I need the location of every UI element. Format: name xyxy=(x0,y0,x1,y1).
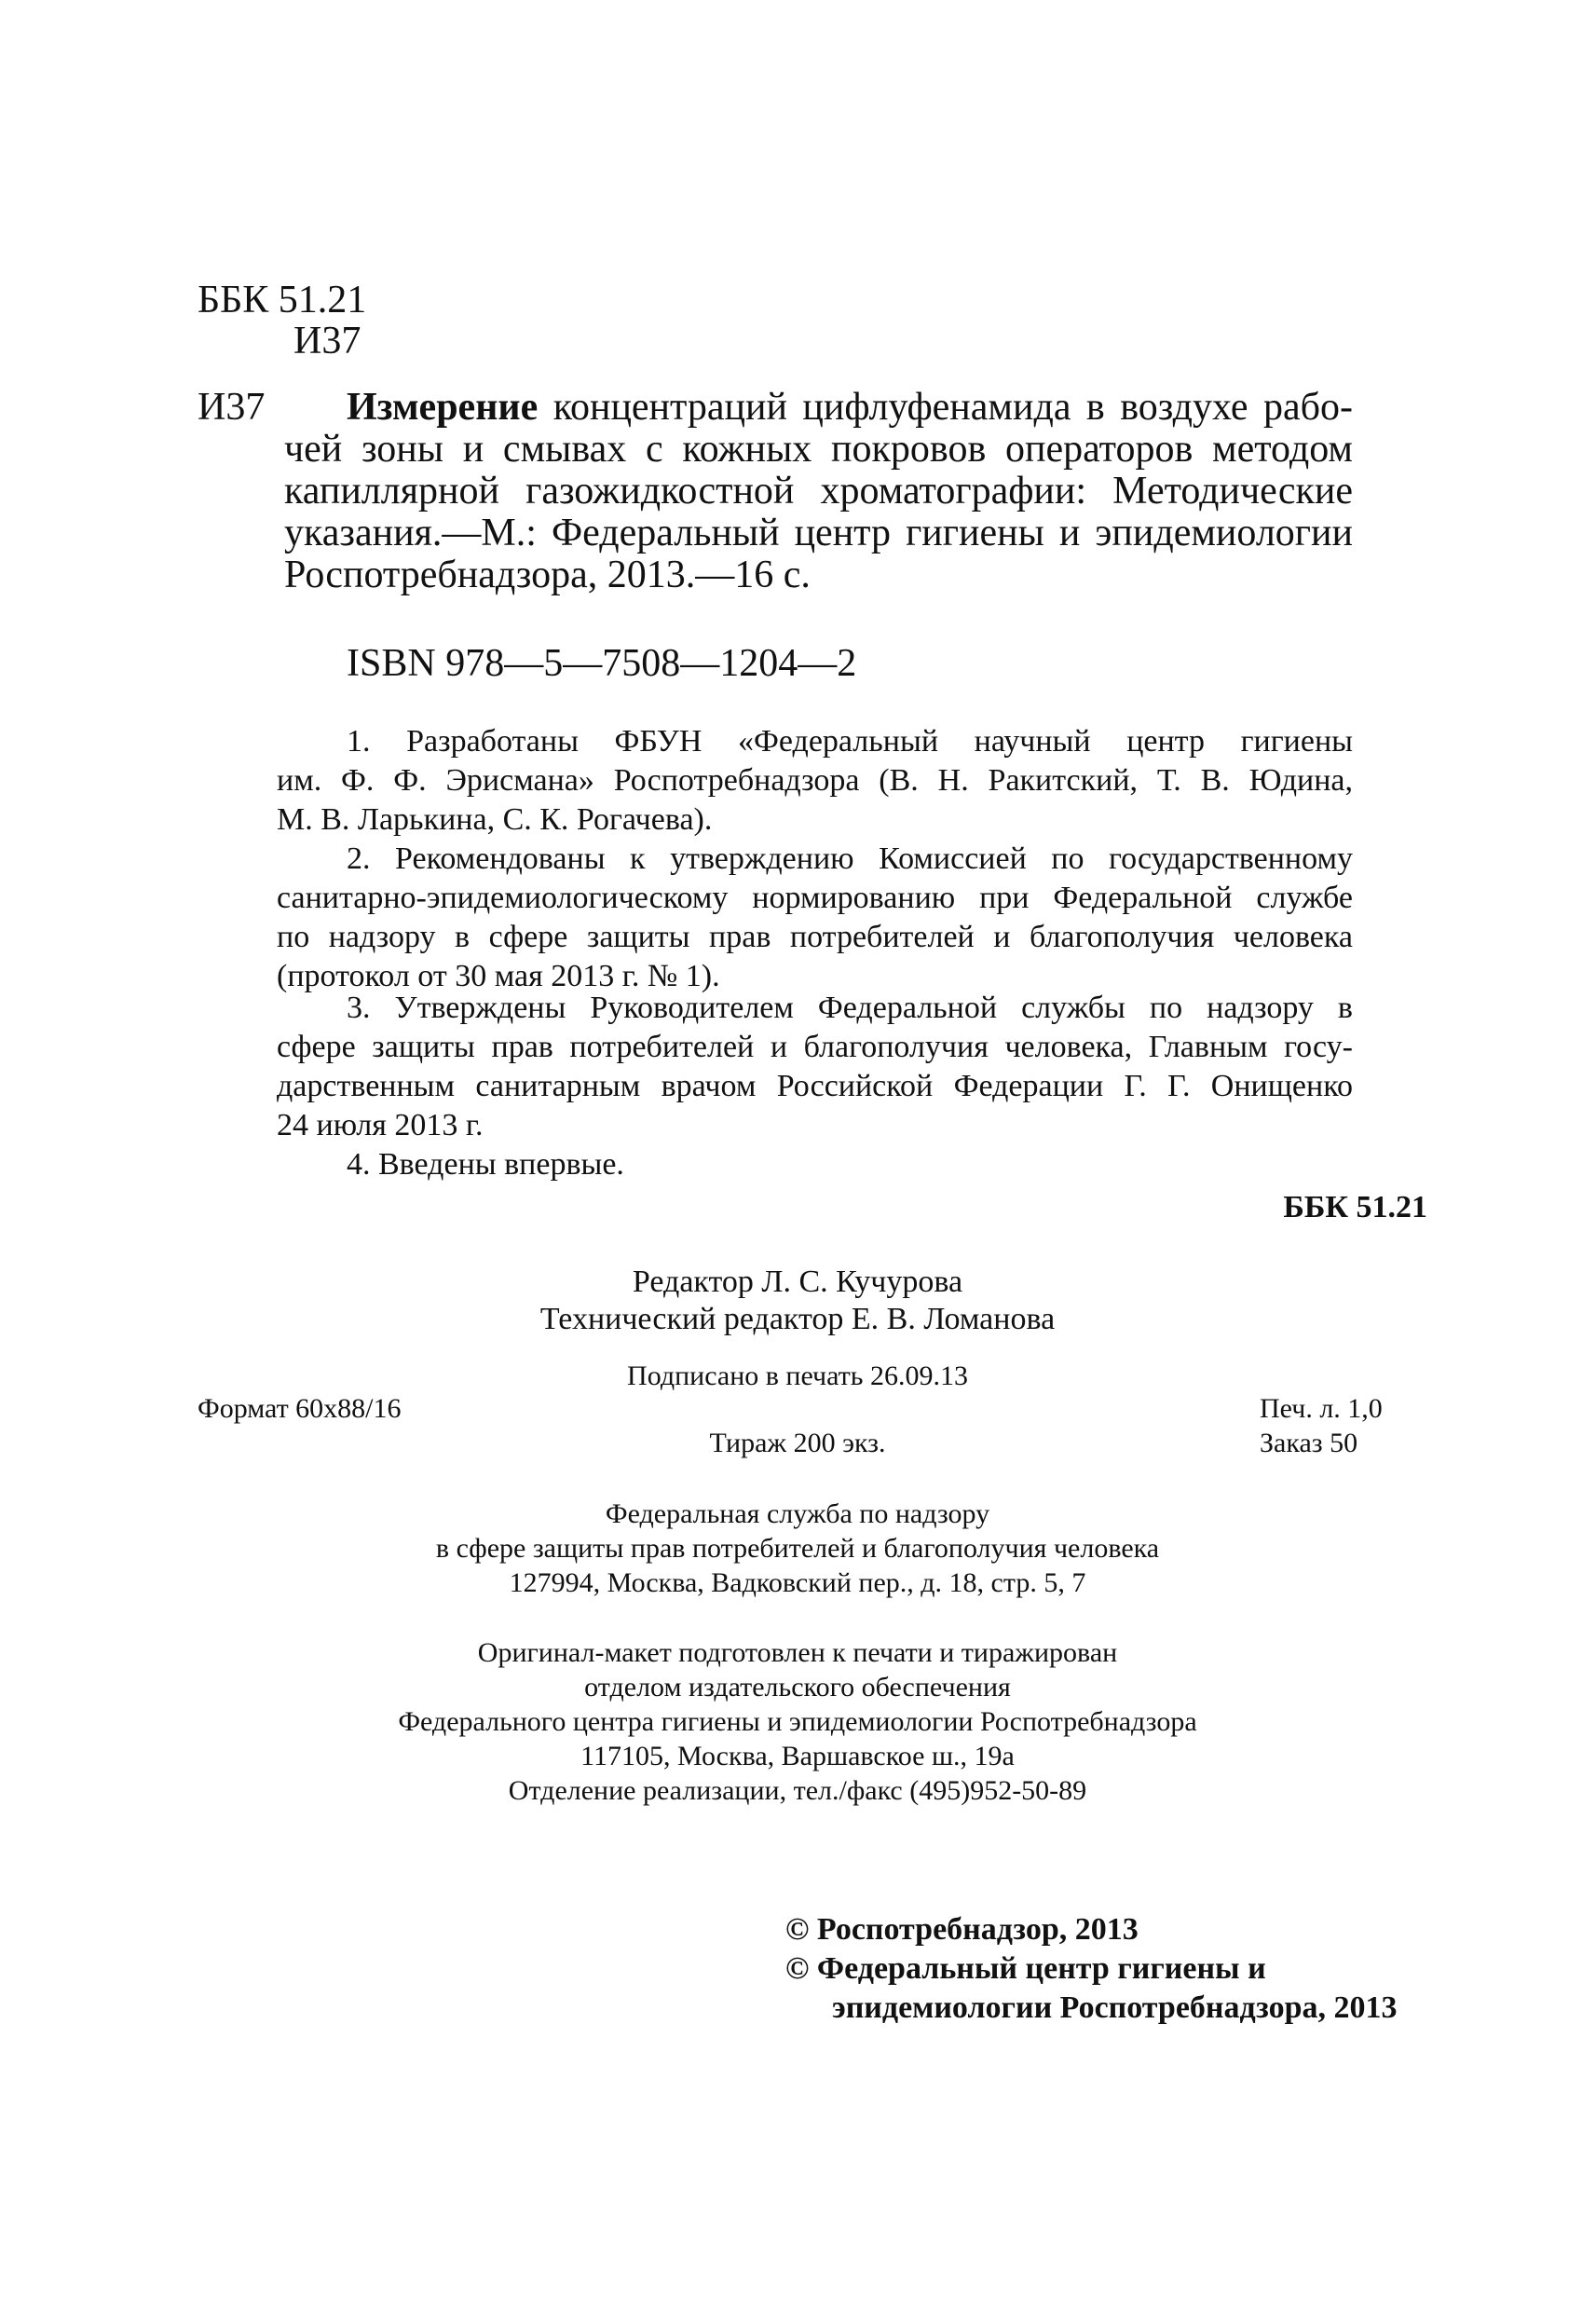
signed-line: Подписано в печать 26.09.13 xyxy=(627,1361,968,1391)
printer-line-3: Федерального центра гигиены и эпидемиологии Роспотребнадзора xyxy=(398,1706,1197,1737)
note-1-line-3: М. В. Ларькина, С. К. Рогачева). xyxy=(277,802,713,837)
note-3-line-1: 3. Утверждены Руководителем Федеральной службы по надзору в xyxy=(347,991,1353,1025)
entry-title-bold: Измерение xyxy=(347,386,539,429)
copyright-line-3-text: эпидемиологии Роспотребнадзора, 2013 xyxy=(832,1990,1398,2025)
entry-line-4: указания.—М.: Федеральный центр гигиены и эпидемиологии xyxy=(284,512,1353,554)
note-2-line-4: (протокол от 30 мая 2013 г. № 1). xyxy=(277,959,720,993)
note-3-line-4: 24 июля 2013 г. xyxy=(277,1108,484,1142)
copyright-line-1-text: © Роспотребнадзор, 2013 xyxy=(785,1912,1139,1947)
note-3-line-2: сфере защиты прав потребителей и благополучия человека, Главным госу- xyxy=(277,1030,1353,1064)
entry-line-2: чей зоны и смывах с кожных покровов операторов методом xyxy=(284,428,1353,471)
bbk-code-right xyxy=(1166,1188,1427,1227)
publisher-line-3: 127994, Москва, Вадковский пер., д. 18, стр. 5, 7 xyxy=(509,1567,1086,1598)
printer-line-5: Отделение реализации, тел./факс (495)952-50-89 xyxy=(508,1775,1087,1806)
publisher-line-2: в сфере защиты прав потребителей и благополучия человека xyxy=(435,1533,1160,1564)
copyright-line-2 xyxy=(785,1949,1266,1989)
note-2-line-1: 2. Рекомендованы к утверждению Комиссией по государственному xyxy=(347,841,1353,876)
editor-line: Редактор Л. С. Кучурова xyxy=(632,1265,963,1299)
format-line: Формат 60x88/16 xyxy=(198,1393,402,1424)
entry-mark: И37 xyxy=(198,386,266,429)
author-mark: И37 xyxy=(293,320,361,362)
printer-line-4: 117105, Москва, Варшавское ш., 19а xyxy=(580,1741,1015,1771)
entry-line-1-text: концентраций цифлуфенамида в воздухе рабо- xyxy=(538,386,1353,429)
entry-line-5: Роспотребнадзора, 2013.—16 с. xyxy=(284,554,811,596)
entry-line-1 xyxy=(347,385,1353,430)
note-1-line-2: им. Ф. Ф. Эрисмана» Роспотребнадзора (В. Н. Ракитский, Т. В. Юдина, xyxy=(277,763,1353,798)
bbk-code-right-text: ББК 51.21 xyxy=(1283,1190,1427,1224)
copyright-line-2-text: © Федеральный центр гигиены и xyxy=(785,1951,1266,1986)
printer-line-2: отделом издательского обеспечения xyxy=(584,1672,1011,1702)
publisher-line-1: Федеральная служба по надзору xyxy=(605,1498,990,1529)
copyright-line-1 xyxy=(785,1910,1139,1949)
note-2-line-3: по надзору в сфере защиты прав потребителей и благополучия человека xyxy=(277,920,1353,954)
printer-line-1: Оригинал-макет подготовлен к печати и тиражирован xyxy=(477,1637,1118,1668)
note-1-line-1: 1. Разработаны ФБУН «Федеральный научный центр гигиены xyxy=(347,724,1353,759)
copyright-line-3 xyxy=(832,1989,1398,2028)
run-line: Тираж 200 экз. xyxy=(709,1428,886,1458)
note-4-line-1: 4. Введены впервые. xyxy=(347,1147,624,1182)
bbk-code: ББК 51.21 xyxy=(198,279,367,321)
isbn: ISBN 978—5—7508—1204—2 xyxy=(347,642,857,685)
tech-editor-line: Технический редактор Е. В. Ломанова xyxy=(539,1302,1056,1336)
entry-line-3: капиллярной газожидкостной хроматографии: Методические xyxy=(284,470,1353,513)
order-line: Заказ 50 xyxy=(1260,1428,1358,1458)
note-2-line-2: санитарно-эпидемиологическому нормированию при Федеральной службе xyxy=(277,881,1353,915)
sheets-line: Печ. л. 1,0 xyxy=(1260,1393,1383,1424)
note-3-line-3: дарственным санитарным врачом Российской Федерации Г. Г. Онищенко xyxy=(277,1069,1353,1103)
